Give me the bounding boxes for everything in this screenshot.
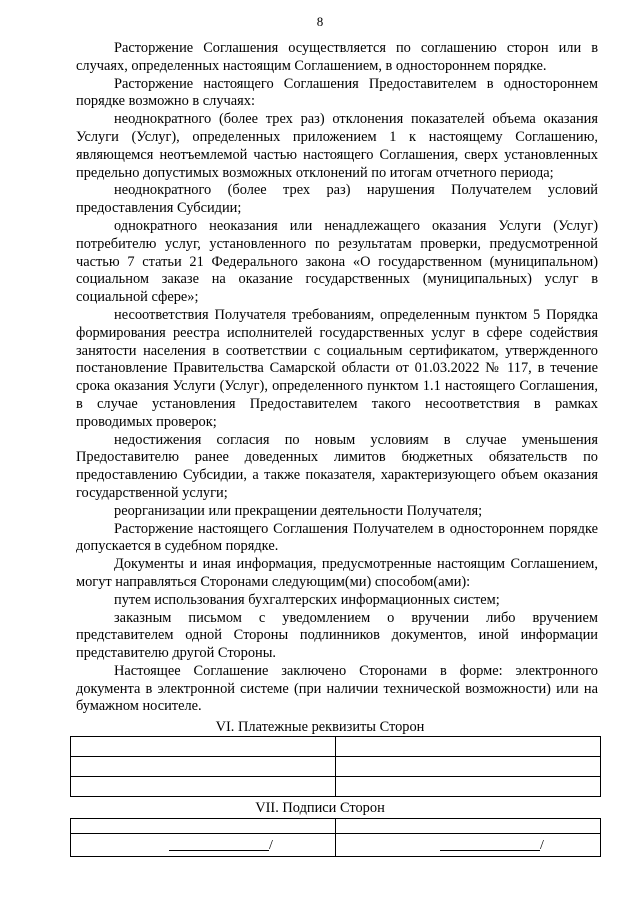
section-title-payment-details: VI. Платежные реквизиты Сторон	[215, 719, 425, 735]
paragraph: реорганизации или прекращении деятельности Получателя;	[114, 502, 483, 519]
signature-slash: /	[540, 838, 544, 853]
table-row	[71, 777, 601, 797]
section-title-signatures: VII. Подписи Сторон	[255, 800, 385, 816]
paragraph: Расторжение Соглашения осуществляется по соглашению сторон или в случаях, определенных настоящим Соглашением, в одностороннем порядке.	[76, 40, 598, 74]
table-row	[71, 834, 601, 857]
table-cell	[336, 757, 601, 777]
paragraph: неоднократного (более трех раз) нарушения Получателем условий предоставления Субсидии;	[76, 182, 598, 217]
table-row	[71, 757, 601, 777]
paragraph: несоответствия Получателя требованиям, определенным пунктом 5 Порядка формирования реестра исполнителей государственных услуг в сфере содействия занятости населения в соответствии с социальным сертификатом, утвержденного постановление Правительства Самарской области от 01.03.2022 № 117, в течение срока оказания Услуги (Услуг), определенного пунктом 1.1 настоящего Соглашения, в случае установления Предоставителем такого несоответствия в рамках проводимых проверок;	[76, 306, 598, 430]
page-number: 8	[316, 14, 324, 29]
signature-cell-right	[336, 834, 601, 857]
paragraph: однократного неоказания или ненадлежащего оказания Услуги (Услуг) потребителю услуг, установленного по результатам проверки, предусмотренной частью 7 статьи 21 Федерального закона «О государственном (муниципальном) социальном заказе на оказание государственных (муниципальных) услуг в социальной сфере»;	[76, 217, 598, 306]
agreement-text	[76, 40, 598, 716]
table-row	[71, 737, 601, 757]
paragraph: неоднократного (более трех раз) отклонения показателей объема оказания Услуги (Услуг), определенных приложением 1 к настоящему Соглашению, являющемся неотъемлемой частью настоящего Соглашения, сверх установленных предельно допустимых возможных отклонений по итогам отчетного периода;	[76, 111, 598, 181]
paragraph: путем использования бухгалтерских информационных систем;	[114, 591, 500, 608]
signature-slash: /	[269, 838, 273, 853]
signature-line	[440, 850, 540, 851]
table-cell	[336, 777, 601, 797]
table-cell	[71, 819, 336, 834]
table-cell	[71, 757, 336, 777]
paragraph: Расторжение настоящего Соглашения Предоставителем в одностороннем порядке возможно в случаях:	[76, 75, 598, 110]
table-cell	[71, 737, 336, 757]
payment-details-table	[70, 736, 601, 797]
table-row	[71, 819, 601, 834]
paragraph: Документы и иная информация, предусмотренные настоящим Соглашением, могут направляться Сторонами следующим(ми) способом(ами):	[76, 556, 598, 590]
table-cell	[71, 777, 336, 797]
paragraph: недостижения согласия по новым условиям в случае уменьшения Предоставителю ранее доведенных лимитов бюджетных обязательств по предоставлению Субсидии, а также показателя, характеризующего объем оказания государственной услуги;	[76, 431, 598, 501]
signature-line	[169, 850, 269, 851]
signatures-table	[70, 818, 601, 857]
table-cell	[336, 819, 601, 834]
signature-cell-left	[71, 834, 336, 857]
paragraph: заказным письмом с уведомлением о вручении либо вручением представителем одной Стороны подлинников документов, иной информации представителю другой Стороны.	[76, 609, 598, 662]
table-cell	[336, 737, 601, 757]
paragraph: Расторжение настоящего Соглашения Получателем в одностороннем порядке допускается в судебном порядке.	[76, 520, 598, 555]
paragraph: Настоящее Соглашение заключено Сторонами в форме: электронного документа в электронной системе (при наличии технической возможности) или на бумажном носителе.	[76, 662, 598, 715]
